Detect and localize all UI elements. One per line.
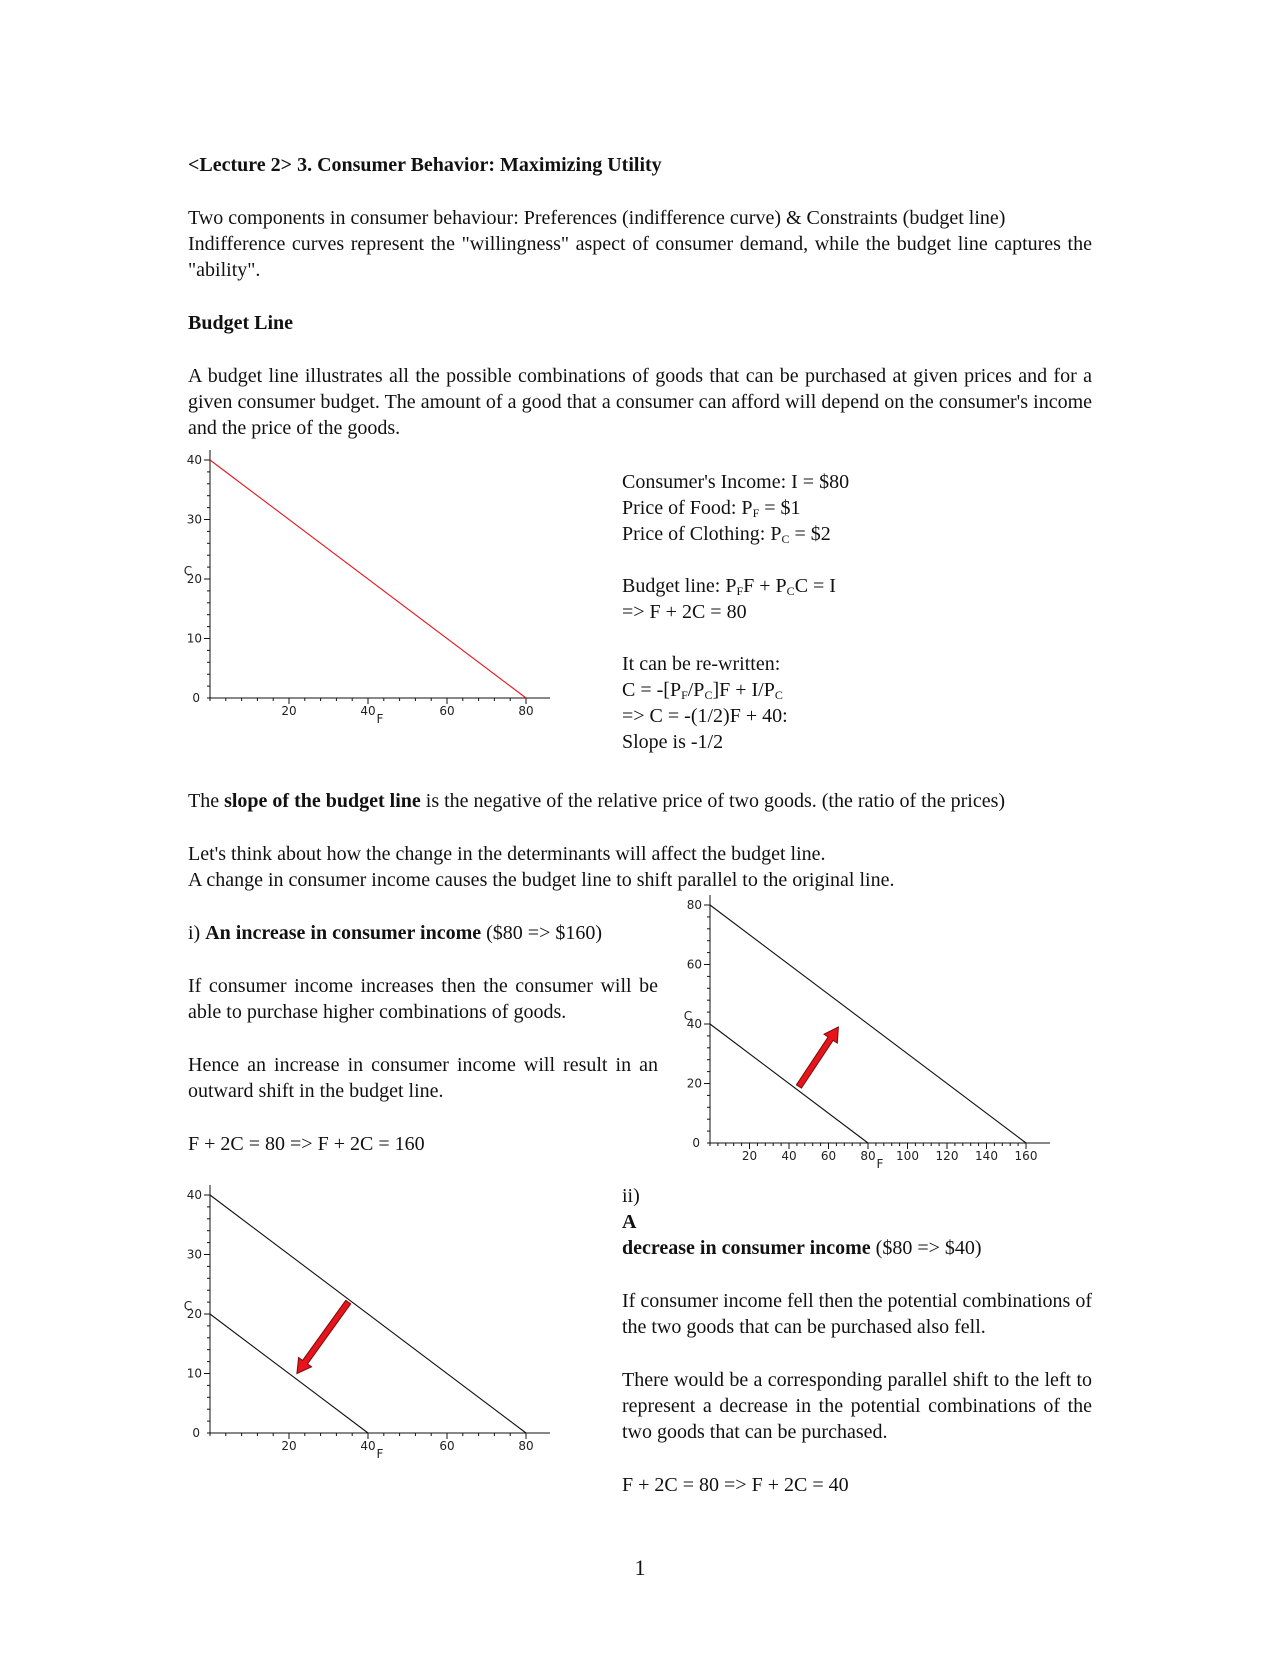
increase-equation: F + 2C = 80 => F + 2C = 160 [188, 1133, 425, 1155]
increase-paragraph-1: If consumer income increases then the consumer will be able to purchase higher combinations of goods. [188, 975, 658, 1023]
y-axis-label: C [183, 564, 193, 578]
think-line-1: Let's think about how the change in the determinants will affect the budget line. [188, 843, 826, 865]
budget-line-series [710, 1024, 868, 1143]
x-axis-label: F [876, 1157, 884, 1171]
page-number: 1 [634, 1555, 646, 1580]
income-line: Consumer's Income: I = $80 [622, 471, 850, 493]
y-axis-label: C [183, 1299, 193, 1313]
x-tick-label: 80 [518, 1439, 534, 1453]
budget-line-series [710, 905, 1026, 1143]
shift-arrow-icon [796, 1027, 838, 1088]
y-axis-label: C [683, 1009, 693, 1023]
x-tick-label: 60 [439, 704, 455, 718]
slope-sentence: The slope of the budget line is the negative of the relative price of two goods. (the ratio of the prices) [188, 790, 1006, 812]
origin-label: 0 [192, 691, 200, 705]
intro-line-2: Indifference curves represent the "willingness" aspect of consumer demand, while the budget line captures the "ability". [188, 233, 1092, 281]
budget-line-series [210, 460, 526, 698]
budget-info [622, 469, 1092, 755]
x-tick-label: 20 [741, 1149, 758, 1163]
x-tick-label: 60 [439, 1439, 455, 1453]
origin-label: 0 [192, 1426, 200, 1440]
rewrite-equation: $C = -[P_F/P_C]F + I/P_C$ [622, 679, 783, 702]
budget-equation-2: => F + 2C = 80 [622, 601, 747, 623]
x-axis-label: F [376, 712, 384, 726]
y-tick-label: 10 [186, 1366, 202, 1381]
increase-paragraph-2: Hence an increase in consumer income will result in an outward shift in the budget line. [188, 1054, 658, 1102]
rewrite-label: It can be re-written: [622, 653, 781, 675]
budget-line-series [210, 1314, 368, 1433]
x-tick-label: 80 [860, 1149, 876, 1163]
decrease-paragraph-1: If consumer income fell then the potential combinations of the two goods that can be purchased also fell. [622, 1290, 1092, 1338]
page-title: <Lecture 2> 3. Consumer Behavior: Maximizing Utility [188, 154, 662, 176]
slope-line: Slope is -1/2 [622, 731, 724, 753]
section-title: Budget Line [188, 312, 294, 334]
y-tick-label: 10 [186, 631, 202, 646]
x-tick-label: 100 [896, 1149, 919, 1163]
origin-label: 0 [692, 1136, 700, 1150]
shift-arrow-icon [297, 1300, 351, 1373]
x-tick-label: 60 [820, 1149, 837, 1163]
y-tick-label: 20 [686, 1076, 702, 1091]
decrease-label: ii) [622, 1185, 640, 1207]
budget-definition: A budget line illustrates all the possible combinations of goods that can be purchased at given prices and for a given consumer budget. The amount of a good that a consumer can afford will depend on the consumer's income and the price of the goods. [188, 365, 1092, 439]
x-tick-label: 140 [975, 1149, 998, 1163]
y-tick-label: 20 [186, 1307, 202, 1321]
y-tick-label: 40 [186, 453, 202, 467]
decrease-heading: ii) A decrease in consumer income ($80 => $40) [622, 1183, 1092, 1261]
budget-line-chart [180, 450, 600, 770]
decrease-paragraph-2: There would be a corresponding parallel shift to the left to represent a decrease in the potential combinations of the two goods that can be purchased. [622, 1369, 1092, 1443]
x-tick-label: 40 [360, 1439, 376, 1453]
intro-paragraph [188, 205, 1092, 283]
y-tick-label: 40 [186, 1188, 202, 1202]
y-tick-label: 30 [186, 1247, 202, 1262]
x-tick-label: 120 [935, 1149, 959, 1163]
x-tick-label: 40 [781, 1149, 797, 1163]
rewrite-equation-2: => C = -(1/2)F + 40: [622, 705, 788, 727]
x-tick-label: 40 [360, 704, 376, 718]
clothing-price-line: Price of Clothing: $P_C$ = $2 [622, 523, 831, 546]
y-tick-label: 60 [686, 957, 702, 972]
intro-line-1: Two components in consumer behaviour: Preferences (indifference curve) & Constraints (budget line) [188, 207, 1006, 229]
x-tick-label: 80 [518, 704, 534, 718]
y-tick-label: 80 [686, 898, 702, 912]
think-line-2: A change in consumer income causes the budget line to shift parallel to the original line. [188, 869, 895, 891]
income-increase-chart [680, 895, 1100, 1215]
decrease-equation: F + 2C = 80 => F + 2C = 40 [622, 1474, 849, 1496]
x-axis-label: F [376, 1447, 384, 1461]
budget-line-series [210, 1195, 526, 1433]
y-tick-label: 20 [186, 572, 202, 586]
y-tick-label: 40 [686, 1017, 702, 1031]
income-decrease-chart [180, 1185, 600, 1505]
food-price-line: Price of Food: $P_F$ = $1 [622, 497, 801, 520]
budget-equation: Budget line: $P_FF + P_CC = I$ [622, 575, 836, 598]
y-tick-label: 30 [186, 512, 202, 527]
x-tick-label: 20 [281, 704, 297, 718]
think-paragraph [188, 841, 1092, 893]
x-tick-label: 20 [281, 1439, 297, 1453]
decrease-label-a: A [622, 1211, 637, 1233]
increase-heading: i) An increase in consumer income ($80 => $160) [188, 922, 603, 944]
x-tick-label: 160 [1014, 1149, 1038, 1163]
